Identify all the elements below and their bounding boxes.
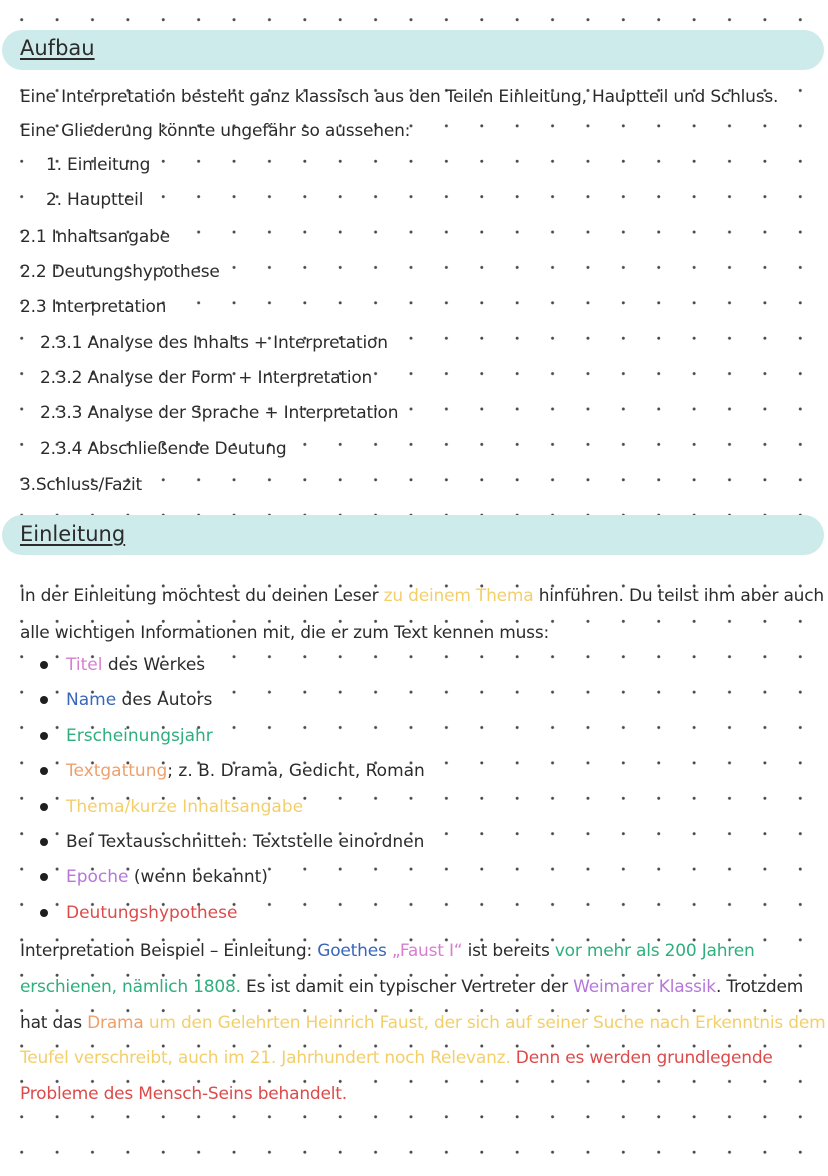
text-span: Es ist damit ein typischer Vertreter der xyxy=(240,977,574,997)
bullet-highlight: Erscheinungsjahr xyxy=(66,725,213,746)
outline-item: 2.3.3 Analyse der Sprache + Interpretation xyxy=(40,403,399,423)
aufbau-intro-2: Eine Gliederung könnte ungefähr so aussehen: xyxy=(20,121,411,141)
text-span: hat das xyxy=(20,1013,88,1033)
bullet-dot-icon xyxy=(40,873,48,881)
bullet-dot-icon xyxy=(40,696,48,704)
example-line-4 xyxy=(20,1047,773,1069)
bullet-text: des Autors xyxy=(116,690,213,711)
bullet-dot-icon xyxy=(40,767,48,775)
list-item xyxy=(40,723,425,758)
text-span: um den Gelehrten Heinrich Faust, der sich auf seiner Suche nach Erkenntnis dem xyxy=(143,1013,826,1033)
text-span: Weimarer Klassik xyxy=(573,977,716,997)
heading-einleitung: Einleitung xyxy=(20,522,126,546)
einleitung-paragraph-1 xyxy=(20,585,824,607)
bullet-highlight: Deutungshypothese xyxy=(66,902,238,923)
text-span: ist bereits xyxy=(462,941,555,961)
text-span: Goethes xyxy=(317,941,392,961)
text-span: Denn es werden grundlegende xyxy=(510,1048,773,1068)
bullet-highlight: Titel xyxy=(66,655,103,675)
info-bullet-list xyxy=(40,652,425,935)
list-item xyxy=(40,900,425,935)
bullet-dot-icon xyxy=(40,732,48,740)
bullet-text: ; z. B. Drama, Gedicht, Roman xyxy=(167,761,425,782)
bullet-highlight: Name xyxy=(66,690,117,711)
example-line-3 xyxy=(20,1012,825,1034)
bullet-text: des Werkes xyxy=(102,655,206,675)
bullet-dot-icon xyxy=(40,661,48,669)
section-band-einleitung xyxy=(2,515,824,555)
bullet-dot-icon xyxy=(40,909,48,917)
text-span: In der Einleitung möchtest du deinen Leser xyxy=(20,586,384,606)
bullet-dot-icon xyxy=(40,838,48,846)
text-span: Teufel verschreibt, auch im 21. Jahrhundert noch Relevanz. xyxy=(20,1048,511,1068)
bullet-highlight: Textgattung xyxy=(66,761,168,782)
text-span: vor mehr als 200 Jahren xyxy=(554,941,755,961)
text-span: hinführen. Du teilst ihm aber auch xyxy=(533,586,824,606)
bullet-highlight: Thema/kurze Inhaltsangabe xyxy=(66,796,304,817)
bullet-text: Bei Textausschnitten: Textstelle einordnen xyxy=(66,831,425,852)
text-span: „Faust I“ xyxy=(391,941,463,961)
outline-item: 1. Einleitung xyxy=(46,155,151,175)
list-item xyxy=(40,687,425,722)
aufbau-intro-1: Eine Interpretation besteht ganz klassisch aus den Teilen Einleitung, Hauptteil und Schluss. xyxy=(20,87,779,107)
outline-item: 2. Hauptteil xyxy=(46,190,144,210)
bullet-text: (wenn bekannt) xyxy=(128,867,268,888)
outline-item: 2.3.1 Analyse des Inhalts + Interpretation xyxy=(40,333,388,353)
text-span: . Trotzdem xyxy=(715,977,804,997)
outline-item: 2.3.2 Analyse der Form + Interpretation xyxy=(40,368,373,388)
outline-item: 2.3.4 Abschließende Deutung xyxy=(40,439,287,459)
bullet-highlight: Epoche xyxy=(66,867,129,888)
outline-item: 3.Schluss/Fazit xyxy=(20,475,143,495)
outline-item: 2.1 Inhaltsangabe xyxy=(20,227,170,247)
list-item xyxy=(40,758,425,793)
list-item xyxy=(40,794,425,829)
bullet-dot-icon xyxy=(40,803,48,811)
example-line-2 xyxy=(20,976,803,998)
text-span: Drama xyxy=(87,1013,144,1033)
heading-aufbau: Aufbau xyxy=(20,36,95,60)
example-label: Interpretation Beispiel – Einleitung: xyxy=(20,941,318,961)
example-line-1 xyxy=(20,940,755,962)
text-span: erschienen, nämlich 1808. xyxy=(20,977,241,997)
text-span: Probleme des Mensch-Seins behandelt. xyxy=(20,1084,347,1104)
highlight-topic: zu deinem Thema xyxy=(383,586,534,606)
einleitung-paragraph-2: alle wichtigen Informationen mit, die er zum Text kennen muss: xyxy=(20,623,550,643)
list-item xyxy=(40,829,425,864)
section-band-aufbau xyxy=(2,30,824,70)
list-item xyxy=(40,652,425,687)
outline-item: 2.2 Deutungshypothese xyxy=(20,262,220,282)
outline-item: 2.3 Interpretation xyxy=(20,297,167,317)
list-item xyxy=(40,864,425,899)
example-line-5 xyxy=(20,1083,347,1105)
